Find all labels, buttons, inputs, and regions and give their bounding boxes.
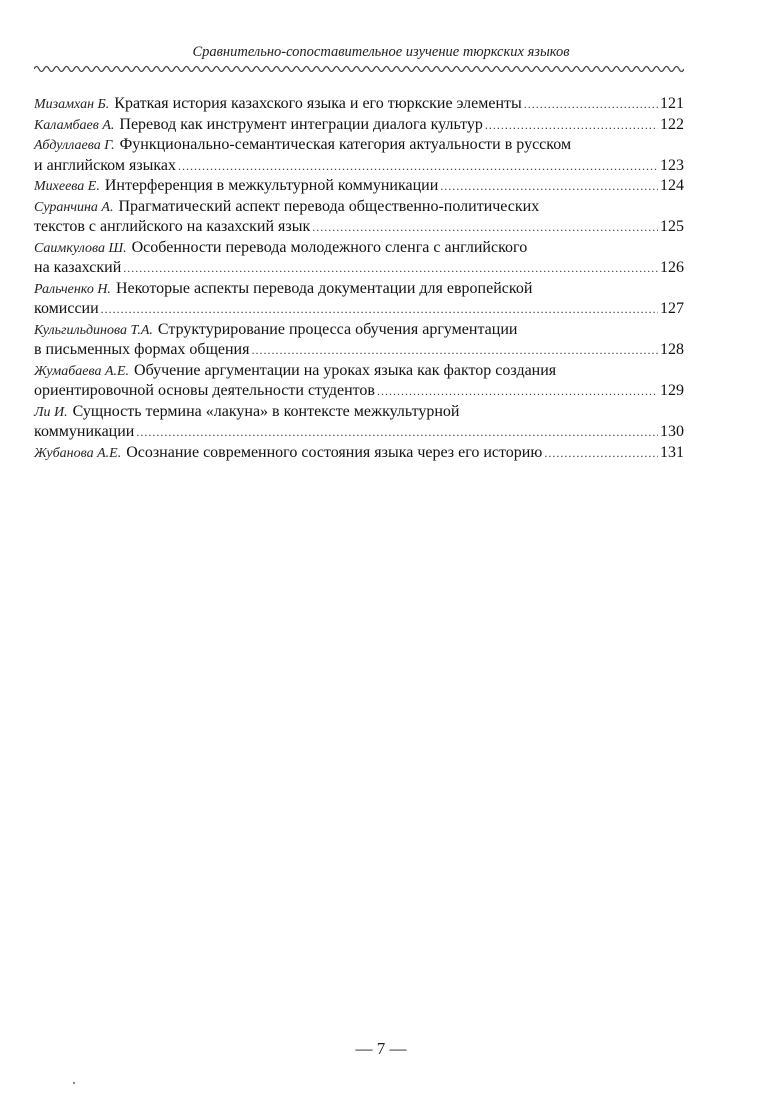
toc-title: текстов с английского на казахский язык	[34, 218, 311, 235]
toc-page-number: 128	[660, 341, 684, 358]
toc-entry-line	[34, 320, 684, 341]
toc-author: Михеева Е.	[34, 179, 100, 194]
toc-entry-line	[34, 381, 684, 402]
toc-title: Прагматический аспект перевода общественно-политических	[118, 197, 540, 215]
toc-page-number: 125	[660, 218, 684, 235]
toc-title: в письменных формах общения	[34, 341, 250, 358]
toc-author: Ли И.	[34, 404, 68, 420]
toc-entry-line	[34, 94, 684, 115]
toc-entry	[34, 320, 684, 361]
toc-title: Функционально-семантическая категория актуальности в русском	[119, 136, 572, 153]
dot-leader	[544, 444, 658, 464]
toc-title: Некоторые аспекты перевода документации для европейской	[115, 279, 533, 297]
toc-page-number: 124	[660, 177, 684, 194]
toc-entry-line	[34, 279, 684, 300]
dot-leader	[312, 218, 658, 238]
dot-leader	[524, 95, 658, 115]
toc-title: и английском языках	[34, 156, 177, 174]
toc-page-number: 126	[660, 259, 684, 276]
toc-title: коммуникации	[34, 423, 135, 440]
toc-entry	[34, 135, 684, 176]
toc-title: Осознание современного состояния языка через его историю	[126, 443, 543, 461]
toc-entry-line	[34, 197, 684, 218]
dot-leader	[101, 300, 658, 320]
toc-entry-line	[34, 115, 684, 136]
toc-entry	[34, 361, 684, 402]
toc-author: Мизамхан Б.	[34, 97, 110, 112]
toc-page-number: 131	[660, 443, 684, 461]
toc-entry	[34, 94, 684, 115]
toc-author: Абдуллаева Г.	[34, 138, 115, 153]
toc-entry-line	[34, 156, 684, 177]
toc-entry	[34, 443, 684, 464]
toc-author: Жумабаева А.Е.	[34, 363, 130, 379]
dot-leader	[377, 382, 658, 402]
toc-title: Перевод как инструмент интеграции диалога культур	[119, 115, 483, 133]
toc-page-number: 127	[660, 300, 684, 317]
toc-title: Сущность термина «лакуна» в контексте межкультурной	[72, 402, 460, 420]
toc-author: Ральченко Н.	[34, 281, 111, 297]
toc-entry-line	[34, 238, 684, 259]
toc-title: комиссии	[34, 300, 99, 317]
toc-page-number: 129	[660, 382, 684, 399]
table-of-contents	[34, 94, 684, 463]
toc-author: Жубанова А.Е.	[34, 445, 122, 461]
toc-page-number: 121	[660, 95, 684, 112]
toc-title: ориентировочной основы деятельности студентов	[34, 382, 375, 399]
dot-leader	[123, 259, 658, 279]
toc-entry	[34, 176, 684, 197]
dot-leader	[485, 116, 658, 136]
toc-title: на казахский	[34, 259, 122, 276]
toc-entry-line	[34, 258, 684, 279]
toc-author: Саимкулова Ш.	[34, 240, 127, 256]
toc-entry-line	[34, 299, 684, 320]
toc-entry	[34, 279, 684, 320]
dot-leader	[251, 341, 658, 361]
toc-title: Обучение аргументации на уроках языка как фактор создания	[134, 361, 557, 379]
dot-leader	[440, 177, 658, 197]
toc-page-number: 130	[660, 423, 684, 440]
toc-entry	[34, 197, 684, 238]
running-title: Сравнительно-сопоставительное изучение тюркских языков	[192, 44, 570, 60]
toc-author: Кульгильдинова Т.А.	[34, 322, 153, 338]
dot-leader	[178, 157, 658, 177]
toc-entry	[34, 402, 684, 443]
toc-title: Структурирование процесса обучения аргументации	[157, 320, 518, 338]
toc-entry-line	[34, 340, 684, 361]
page-number: — 7 —	[355, 1039, 407, 1058]
toc-entry-line	[34, 443, 684, 464]
toc-title: Краткая история казахского языка и его тюркские элементы	[114, 95, 522, 112]
toc-page-number: 122	[660, 115, 684, 133]
scan-speck	[73, 1082, 75, 1084]
toc-entry-line	[34, 176, 684, 197]
toc-entry-line	[34, 135, 684, 156]
toc-title: Особенности перевода молодежного сленга с английского	[131, 238, 528, 256]
toc-entry	[34, 115, 684, 136]
toc-author: Суранчина А.	[34, 199, 114, 215]
wavy-rule	[34, 63, 684, 75]
toc-entry-line	[34, 402, 684, 423]
toc-title: Интерференция в межкультурной коммуникации	[104, 177, 439, 194]
toc-entry	[34, 238, 684, 279]
toc-author: Каламбаев А.	[34, 117, 115, 133]
toc-page-number: 123	[660, 156, 684, 174]
toc-entry-line	[34, 361, 684, 382]
toc-entry-line	[34, 422, 684, 443]
dot-leader	[136, 423, 658, 443]
toc-entry-line	[34, 217, 684, 238]
